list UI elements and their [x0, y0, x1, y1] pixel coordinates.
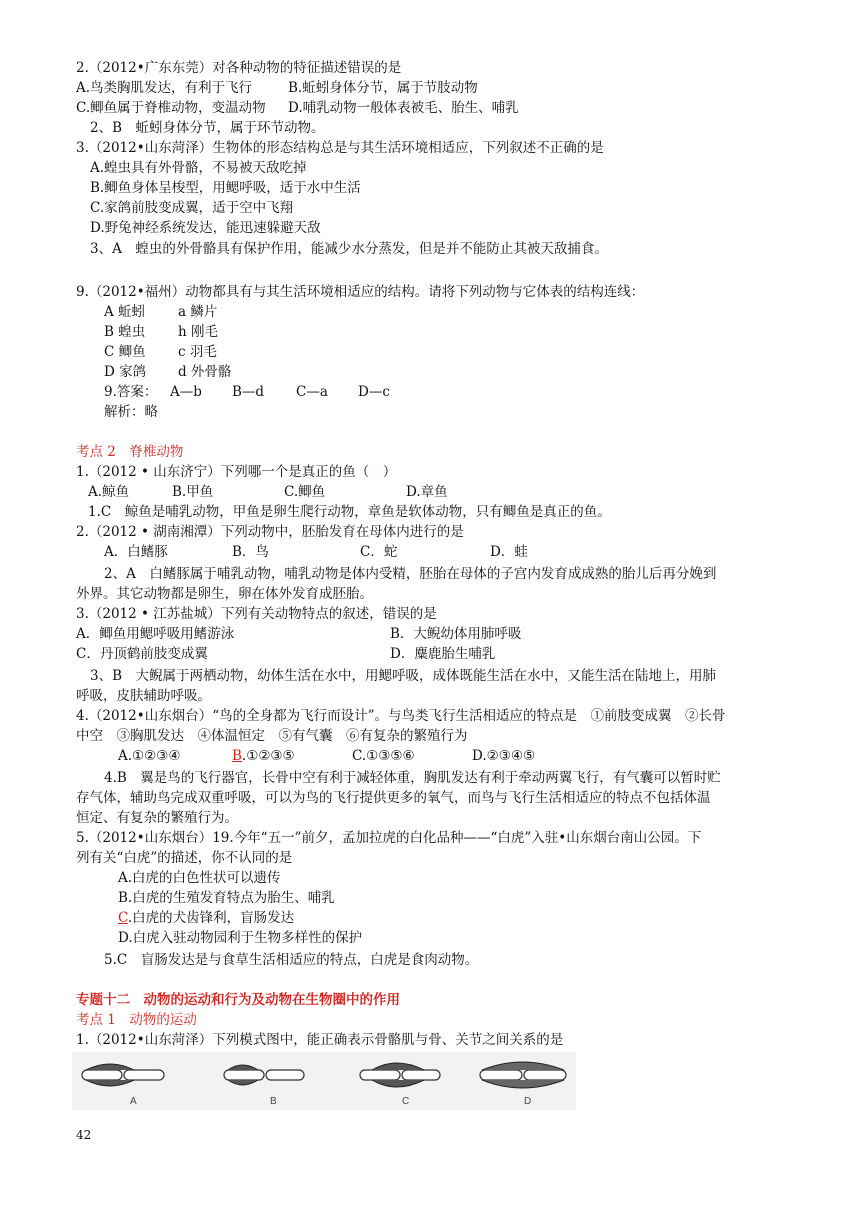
q9-answer-1: A—b	[170, 384, 202, 400]
q1-fish-option-a: A.鲸鱼	[88, 484, 130, 500]
q3-option-d: D.野兔神经系统发达，能迅速躲避天敌	[90, 220, 321, 236]
q3-animal-stem: 3.（2012 • 江苏盐城）下列有关动物特点的叙述，错误的是	[76, 606, 437, 622]
q2-stem: 2.（2012•广东东莞）对各种动物的特征描述错误的是	[76, 60, 402, 76]
q2-option-b: B.蚯蚓身体分节，属于节肢动物	[288, 80, 478, 96]
q9-answer-label: 9.答案：	[104, 384, 158, 400]
q9-right-d: d 外骨骼	[178, 364, 232, 380]
q4-bird-answer-line1: 4.B 翼是鸟的飞行器官，长骨中空有利于减轻体重，胸肌发达有利于牵动两翼飞行，有气囊可以暂时贮	[104, 770, 721, 786]
q9-left-d: D 家鸽	[104, 364, 147, 380]
q3-option-a: A.蝗虫具有外骨骼，不易被天敌吃掉	[90, 160, 307, 176]
section-title-movement: 考点 1 动物的运动	[76, 1012, 197, 1028]
q5-tiger-option-d: D.白虎入驻动物园利于生物多样性的保护	[118, 930, 363, 946]
q3-animal-option-d: D．麋鹿胎生哺乳	[390, 646, 496, 662]
q5-tiger-stem-line2: 列有关“白虎”的描述，你不认同的是	[76, 850, 293, 866]
q9-analysis: 解析：略	[104, 404, 158, 420]
q1-muscle-stem: 1.（2012•山东菏泽）下列模式图中，能正确表示骨骼肌与骨、关节之间关系的是	[76, 1032, 564, 1048]
q3-option-b: B.鲫鱼身体呈梭型，用鳃呼吸，适于水中生活	[90, 180, 361, 196]
q2-embryo-option-b: B．鸟	[232, 544, 269, 560]
q3-animal-option-c: C．丹顶鹤前肢变成翼	[76, 646, 208, 662]
q1-fish-answer: 1.C 鲸鱼是哺乳动物，甲鱼是卵生爬行动物，章鱼是软体动物，只有鲫鱼是真正的鱼。	[88, 504, 611, 520]
topic-title: 专题十二 动物的运动和行为及动物在生物圈中的作用	[76, 992, 400, 1008]
q9-left-c: C 鲫鱼	[104, 344, 146, 360]
q3-animal-option-a: A．鲫鱼用鳃呼吸用鳍游泳	[76, 626, 235, 642]
q9-answer-4: D—c	[358, 384, 390, 400]
q4-bird-option-b-text: .①②③⑤	[241, 748, 295, 764]
q2-option-c: C.鲫鱼属于脊椎动物，变温动物	[76, 100, 266, 116]
q9-right-b: h 刚毛	[178, 324, 218, 340]
q5-tiger-answer: 5.C 盲肠发达是与食草生活相适应的特点，白虎是食肉动物。	[104, 952, 479, 968]
q9-stem: 9.（2012•福州）动物都具有与其生活环境相适应的结构。请将下列动物与它体表的结构连线：	[76, 284, 645, 300]
q2-option-a: A.鸟类胸肌发达，有利于飞行	[76, 80, 253, 96]
q1-fish-stem: 1.（2012 • 山东济宁）下列哪一个是真正的鱼（ ）	[76, 464, 397, 480]
q1-fish-option-d: D.章鱼	[406, 484, 448, 500]
q9-right-a: a 鳞片	[178, 304, 218, 320]
q4-bird-option-c: C.①③⑤⑥	[352, 748, 415, 764]
q4-bird-option-b-mark: B	[232, 748, 242, 764]
diagram-d-label: D	[524, 1096, 532, 1107]
q5-tiger-option-b: B.白虎的生殖发育特点为胎生、哺乳	[118, 890, 335, 906]
q4-bird-answer-line2: 存气体，辅助鸟完成双重呼吸，可以为鸟的飞行提供更多的氧气，而鸟与飞行生活相适应的特点不包括体温	[76, 790, 711, 806]
q2-option-d: D.哺乳动物一般体表被毛、胎生、哺乳	[288, 100, 519, 116]
q5-tiger-option-c	[118, 908, 294, 928]
q4-bird-stem-line2: 中空 ③胸肌发达 ④体温恒定 ⑤有气囊 ⑥有复杂的繁殖行为	[76, 728, 468, 744]
q2-embryo-option-a: A．白鳍豚	[104, 544, 168, 560]
section-title-vertebrates: 考点 2 脊椎动物	[76, 444, 184, 460]
q5-tiger-option-c-text: .白虎的犬齿锋利，盲肠发达	[127, 910, 295, 926]
q3-answer: 3、A 蝗虫的外骨骼具有保护作用，能减少水分蒸发，但是并不能防止其被天敌捕食。	[90, 241, 608, 257]
q2-embryo-answer-line1: 2、A 白鳍豚属于哺乳动物，哺乳动物是体内受精，胚胎在母体的子宫内发育成成熟的胎儿后再分娩到	[104, 566, 717, 582]
diagram-a-label: A	[130, 1096, 137, 1107]
diagram-b-label: B	[270, 1096, 277, 1107]
q4-bird-option-a: A.①②③④	[118, 748, 181, 764]
q9-answer-2: B—d	[232, 384, 265, 400]
q3-animal-answer-line2: 呼吸，皮肤辅助呼吸。	[76, 688, 211, 704]
q5-tiger-option-a: A.白虎的白色性状可以遗传	[118, 870, 281, 886]
q9-left-b: B 蝗虫	[104, 324, 146, 340]
q3-stem: 3.（2012•山东菏泽）生物体的形态结构总是与其生活环境相适应，下列叙述不正确的是	[76, 140, 604, 156]
q9-left-a: A 蚯蚓	[104, 304, 146, 320]
q2-embryo-answer-line2: 外界。其它动物都是卵生，卵在体外发育成胚胎。	[76, 586, 373, 602]
q1-fish-option-c: C.鲫鱼	[284, 484, 326, 500]
q5-tiger-stem-line1: 5.（2012•山东烟台）19.今年“五一”前夕，孟加拉虎的白化品种——“白虎”入驻•山东烟台南山公园。下	[76, 830, 702, 846]
q3-option-c: C.家鸽前肢变成翼，适于空中飞翔	[90, 200, 294, 216]
q2-embryo-option-c: C．蛇	[360, 544, 398, 560]
q3-animal-answer-line1: 3、B 大鲵属于两栖动物，幼体生活在水中，用鳃呼吸，成体既能生活在水中，又能生活在陆地上，用肺	[90, 668, 717, 684]
diagram-c-label: C	[402, 1096, 410, 1107]
q4-bird-option-b	[232, 746, 295, 766]
q2-answer: 2、B 蚯蚓身体分节，属于环节动物。	[90, 120, 325, 136]
q9-answer-3: C—a	[296, 384, 328, 400]
q3-animal-option-b: B．大鲵幼体用肺呼吸	[390, 626, 522, 642]
q4-bird-answer-line3: 恒定、有复杂的繁殖行为。	[76, 810, 238, 826]
q5-tiger-option-c-mark: C	[118, 910, 128, 926]
q4-bird-stem-line1: 4.（2012•山东烟台）“鸟的全身都为飞行而设计”。与鸟类飞行生活相适应的特点是 ①前肢变成翼 ②长骨	[76, 708, 726, 724]
q2-embryo-stem: 2.（2012 • 湖南湘潭）下列动物中，胚胎发育在母体内进行的是	[76, 524, 464, 540]
q9-right-c: c 羽毛	[178, 344, 217, 360]
q4-bird-option-d: D.②③④⑤	[472, 748, 536, 764]
q1-fish-option-b: B.甲鱼	[172, 484, 214, 500]
muscle-bone-diagrams	[72, 1052, 576, 1110]
page-number: 42	[76, 1128, 92, 1142]
q2-embryo-option-d: D．蛙	[490, 544, 528, 560]
